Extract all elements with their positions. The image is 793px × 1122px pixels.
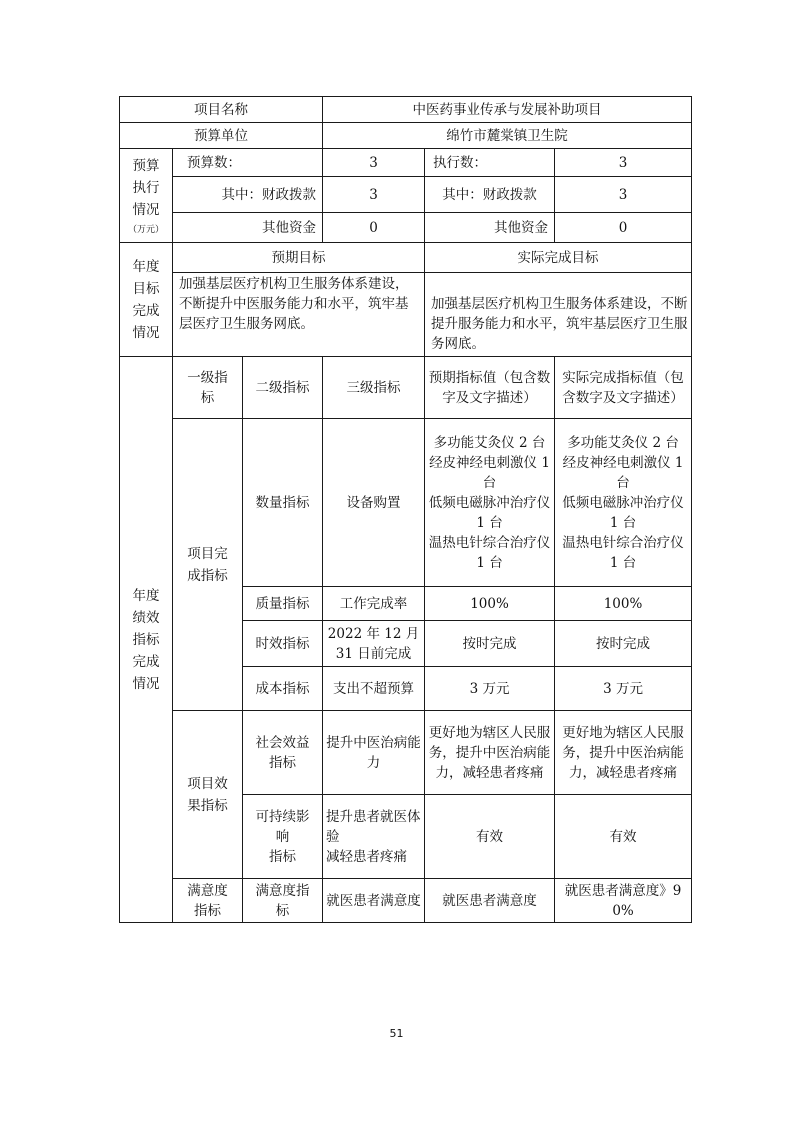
other-funds-label: 其他资金 [173, 213, 323, 243]
expected-goal-text: 加强基层医疗机构卫生服务体系建设，不断提升中医服务能力和水平，筑牢基层医疗卫生服务网底。 [173, 273, 425, 357]
social-benefit-expected: 更好地为辖区人民服务，提升中医治病能力，减轻患者疼痛 [425, 711, 555, 795]
goals-header-row [120, 243, 692, 273]
quantity-level3: 设备购置 [323, 419, 425, 587]
budget-unit-label: 预算单位 [120, 123, 323, 149]
sustainable-level2: 可持续影 响 指标 [243, 795, 323, 879]
other-funds-value: 0 [323, 213, 425, 243]
budget-amount-label: 预算数： [173, 149, 323, 177]
timeliness-actual: 按时完成 [555, 621, 692, 667]
fiscal-exec-value: 3 [555, 177, 692, 213]
completion-indicator-label: 项目完 成指标 [173, 419, 243, 711]
goals-section-label: 年度 目标 完成 情况 [120, 243, 173, 357]
satisfaction-actual: 就医患者满意度》90% [555, 879, 692, 923]
indicators-section-label: 年度 绩效 指标 完成 情况 [120, 357, 173, 923]
quality-actual: 100% [555, 587, 692, 621]
goals-text-row [120, 273, 692, 357]
budget-unit-row [120, 123, 692, 149]
satisfaction-expected: 就医患者满意度 [425, 879, 555, 923]
satisfaction-row [120, 879, 692, 923]
quality-level2: 质量指标 [243, 587, 323, 621]
quantity-level2: 数量指标 [243, 419, 323, 587]
other-funds-exec-value: 0 [555, 213, 692, 243]
satisfaction-level3: 就医患者满意度 [323, 879, 425, 923]
exec-amount-value: 3 [555, 149, 692, 177]
budget-unit-value: 绵竹市麓棠镇卫生院 [323, 123, 692, 149]
performance-table [119, 96, 692, 923]
quantity-expected: 多功能艾灸仪 2 台 经皮神经电刺激仪 1 台 低频电磁脉冲治疗仪 1 台 温热电针综合治疗仪 1 台 [425, 419, 555, 587]
fiscal-label: 其中：财政拨款 [173, 177, 323, 213]
actual-goal-header: 实际完成目标 [425, 243, 692, 273]
level1-header: 一级指 标 [173, 357, 243, 419]
project-name-label: 项目名称 [120, 97, 323, 123]
actual-value-header: 实际完成指标值（包含数字及文字描述） [555, 357, 692, 419]
quality-level3: 工作完成率 [323, 587, 425, 621]
budget-section-label [120, 149, 173, 243]
page-number: 51 [389, 1027, 404, 1040]
expected-value-header: 预期指标值（包含数字及文字描述） [425, 357, 555, 419]
sustainable-expected: 有效 [425, 795, 555, 879]
budget-section-title: 预算 执行 情况 [132, 157, 160, 218]
social-benefit-row [120, 711, 692, 795]
timeliness-expected: 按时完成 [425, 621, 555, 667]
cost-expected: 3 万元 [425, 667, 555, 711]
project-name-value: 中医药事业传承与发展补助项目 [323, 97, 692, 123]
fiscal-row [120, 177, 692, 213]
budget-row [120, 149, 692, 177]
project-name-row [120, 97, 692, 123]
satisfaction-level2: 满意度指 标 [243, 879, 323, 923]
social-benefit-level3: 提升中医治病能力 [323, 711, 425, 795]
satisfaction-indicator-label: 满意度 指标 [173, 879, 243, 923]
budget-unit-note: （万元） [127, 224, 164, 235]
level3-header: 三级指标 [323, 357, 425, 419]
actual-goal-text: 加强基层医疗机构卫生服务体系建设，不断提升服务能力和水平，筑牢基层医疗卫生服务网底。 [425, 273, 692, 357]
social-benefit-level2: 社会效益 指标 [243, 711, 323, 795]
social-benefit-actual: 更好地为辖区人民服务，提升中医治病能力，减轻患者疼痛 [555, 711, 692, 795]
budget-amount-value: 3 [323, 149, 425, 177]
other-funds-exec-label: 其他资金 [425, 213, 555, 243]
quality-expected: 100% [425, 587, 555, 621]
expected-goal-header: 预期目标 [173, 243, 425, 273]
quantity-actual: 多功能艾灸仪 2 台 经皮神经电刺激仪 1 台 低频电磁脉冲治疗仪 1 台 温热电针综合治疗仪 1 台 [555, 419, 692, 587]
sustainable-level3: 提升患者就医体验 减轻患者疼痛 [323, 795, 425, 879]
cost-level3: 支出不超预算 [323, 667, 425, 711]
other-funds-row [120, 213, 692, 243]
timeliness-level3: 2022 年 12 月 31 日前完成 [323, 621, 425, 667]
sustainable-actual: 有效 [555, 795, 692, 879]
level2-header: 二级指标 [243, 357, 323, 419]
fiscal-exec-label: 其中：财政拨款 [425, 177, 555, 213]
fiscal-value: 3 [323, 177, 425, 213]
exec-amount-label: 执行数： [425, 149, 555, 177]
quantity-row [120, 419, 692, 587]
cost-actual: 3 万元 [555, 667, 692, 711]
timeliness-level2: 时效指标 [243, 621, 323, 667]
indicator-header-row [120, 357, 692, 419]
effect-indicator-label: 项目效 果指标 [173, 711, 243, 879]
cost-level2: 成本指标 [243, 667, 323, 711]
